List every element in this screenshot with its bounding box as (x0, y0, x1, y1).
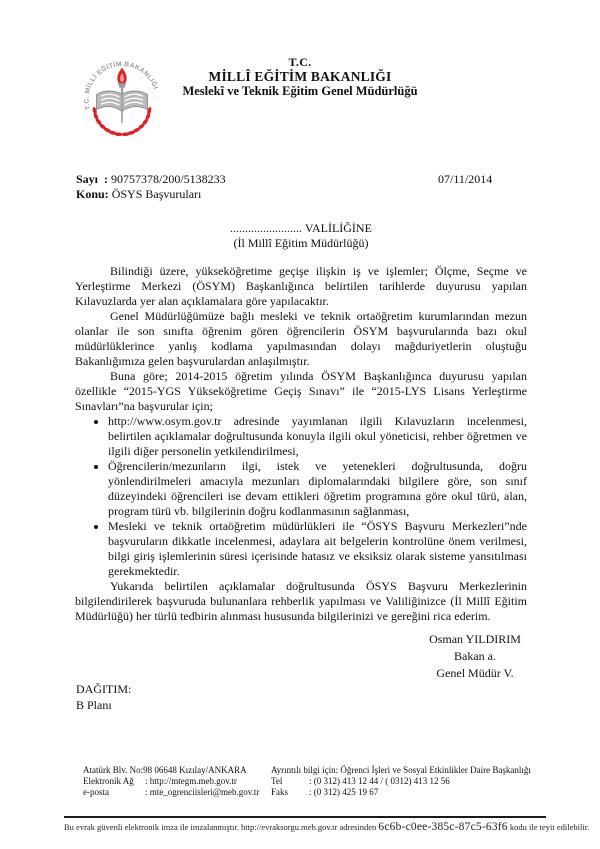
footer-website-label: Elektronik Ağ (83, 776, 134, 786)
recipient-line2: (İl Millî Eğitim Müdürlüğü) (233, 236, 369, 250)
bullet-list (75, 414, 527, 579)
logo-arc-text: T.C. MİLLİ EĞİTİM BAKANLIĞI (83, 60, 159, 111)
footer-tel-value: : (0 312) 413 12 44 / ( 0312) 413 12 56 (309, 776, 450, 786)
footer-tel-label: Tel (271, 776, 283, 786)
e-signature-verification (64, 821, 590, 833)
footer-email-label: e-posta (83, 787, 109, 797)
distribution-block (76, 681, 131, 713)
footer-address: Atatürk Blv. No:98 06648 Kızılay/ANKARA (83, 765, 247, 775)
footer-website-value: : http://mtegm.meb.gov.tr (145, 776, 237, 786)
signer-title-2: Genel Müdür V. (436, 666, 514, 680)
signer-title-1: Bakan a. (454, 649, 496, 663)
doc-number-label: Sayı : (76, 172, 109, 186)
footer-email-value: : mte_ogrenciisleri@meb.gov.tr (145, 787, 260, 797)
footer-email-row (83, 787, 268, 798)
footer-info-contact: Ayrıntılı bilgi için: Öğrenci İşleri ve Sosyal Etkinlikler Daire Başkanlığı (271, 765, 531, 775)
bullet-item: • Mesleki ve teknik ortaöğretim müdürlükleri ile “ÖSYS Başvuru Merkezleri”nde başvuruların dikkatle incelenmesi, adaylara ait belgelerin kontrolüne önem verilmesi, bilgi giriş işlemlerinin süresi içerisinde hatasız ve eksiksiz olarak sisteme yansıtılması gerekmektedir. (108, 519, 527, 579)
recipient-line1: ........................ VALİLİĞİNE (230, 221, 372, 235)
distribution-label: DAĞITIM: (76, 682, 132, 696)
letterhead-tc: T.C. (288, 55, 312, 69)
signer-name: Osman YILDIRIM (429, 632, 521, 646)
paragraph-3: Buna göre; 2014-2015 öğretim yılında ÖSYM Başkanlığınca duyurusu yapılan özellikle “2015-YGS Yükseköğretime Geçiş Sınavı” ile “2015-LYS Lisans Yerleştirme Sınavları”na başvurular için; (75, 369, 527, 413)
footer-fax-label: Faks (271, 787, 289, 797)
doc-subject-label: Konu: (76, 187, 109, 201)
verification-code: 6c6b-c0ee-385c-87c5-63f6 (378, 821, 508, 833)
paragraph-1: Bilindiği üzere, yükseköğretime geçişe ilişkin iş ve işlemler; Ölçme, Seçme ve Yerleştirme Merkezi (ÖSYM) Başkanlığınca belirtilen tarihlerde duyurusu yapılan Kılavuzlarda yer alan açıklamalara göre yapılacaktır. (75, 264, 527, 308)
bullet-item: • Öğrencilerin/mezunların ilgi, istek ve yetenekleri doğrultusunda, doğru yönlendirilmeleri amacıyla mezunları diplomalarındaki bilgilere göre, son sınıf düzeyindeki öğrencileri ise devam ettikleri öğretim programına göre okul türü, alan, program türü vb. bilgilerinin doğru kodlanmasının sağlanması, (108, 459, 527, 519)
footer-left-column (83, 765, 268, 798)
letterhead (150, 55, 450, 99)
doc-subject-value: ÖSYS Başvuruları (108, 187, 202, 201)
bullet-item: • http://www.osym.gov.tr adresinde yayımlanan ilgili Kılavuzların incelenmesi, belirtilen açıklamalar doğrultusunda konuyla ilgili okul yöneticisi, rehber öğretmen ve ilgili diğer personelin yetkilendirilmesi, (108, 414, 527, 459)
document-date: 07/11/2014 (438, 172, 493, 186)
paragraph-2: Genel Müdürlüğümüze bağlı mesleki ve teknik ortaöğretim kurumlarından mezun olanlar ile son sınıfta öğrenim gören öğrencilerin ÖSYM başvurularında bazı okul müdürlüklerince yanlış kodlama yapılmasından dolayı mağduriyetlerin oluştuğu Bakanlığımıza gelen başvurulardan anlaşılmıştır. (75, 309, 527, 368)
verification-prefix: Bu evrak güvenli elektronik imza ile imzalanmıştır. http://evraksorgu.meb.gov.tr adresinden (64, 822, 379, 832)
footer-fax-value: : (0 312) 425 19 67 (309, 787, 379, 797)
letter-body (75, 264, 527, 624)
distribution-value: B Planı (76, 698, 112, 712)
footer-fax-row (271, 787, 563, 798)
footer-tel-row (271, 776, 563, 787)
verification-suffix: kodu ile teyit edilebilir. (507, 822, 590, 832)
footer-website-row (83, 776, 268, 787)
footer-divider (64, 816, 546, 818)
doc-number-value: 90757378/200/5138233 (108, 172, 226, 186)
signature-block (395, 631, 555, 682)
footer-right-column (271, 765, 563, 798)
letterhead-ministry: MİLLÎ EĞİTİM BAKANLIĞI (208, 68, 392, 84)
recipient-block (75, 221, 527, 251)
paragraph-4: Yukarıda belirtilen açıklamalar doğrultusunda ÖSYS Başvuru Merkezlerinin bilgilendirilerek başvuruda bulunanlara rehberlik yapılması ve Valiliğinizce (İl Millî Eğitim Müdürlüğü) her türlü tedbirin alınması hususunda bilgilerinizi ve gereğini rica ederim. (75, 579, 527, 623)
letterhead-directorate: Meslekî ve Teknik Eğitim Genel Müdürlüğü (182, 84, 418, 98)
doc-subject-row (76, 187, 527, 202)
